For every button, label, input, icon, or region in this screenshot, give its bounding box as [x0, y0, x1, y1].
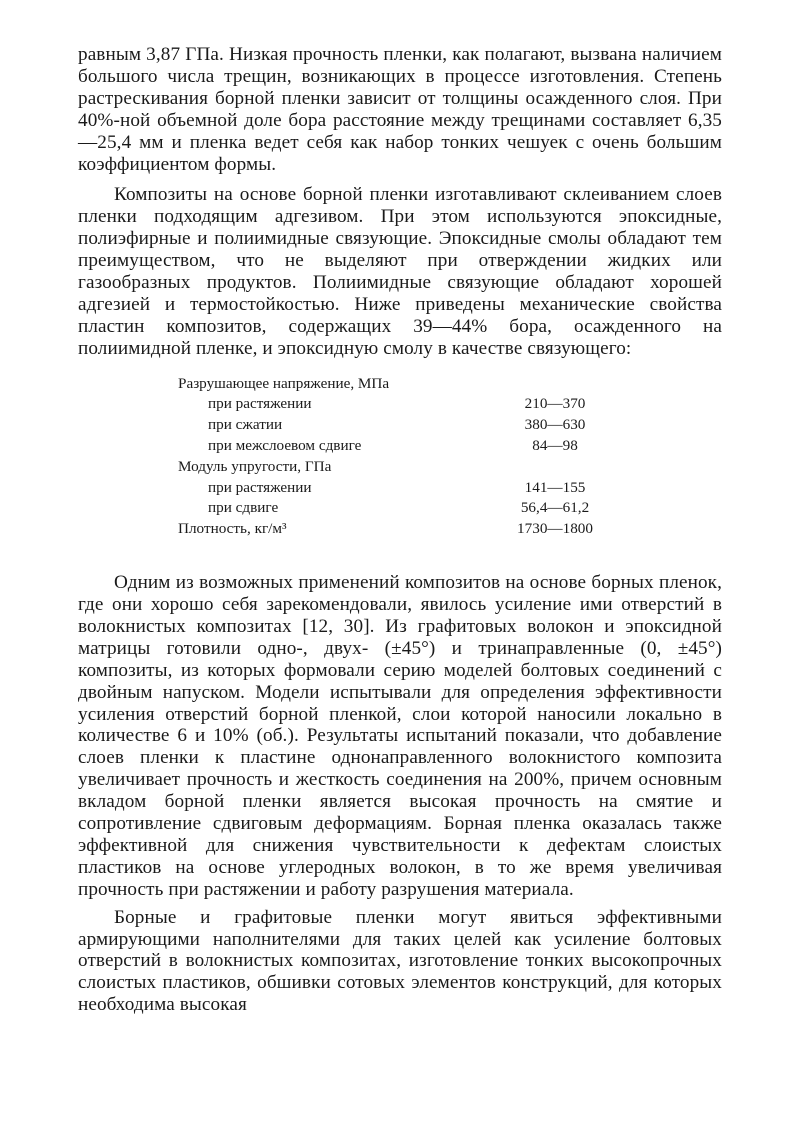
shear-label: при сдвиге [208, 499, 279, 517]
page-content [78, 44, 722, 1016]
table-row [178, 457, 610, 478]
paragraph-2: Композиты на основе борной пленки изготавливают склеиванием слоев пленки подходящим адгезивом. При этом используются эпоксидные, полиэфирные и полиимидные связующие. Эпоксидные смолы обладают тем преимуществом, что не выделяют при отверждении жидких или газообразных продуктов. Полиимидные связующие обладают хорошей адгезией и термостойкостью. Ниже приведены механические свойства пластин композитов, содержащих 39—44% бора, осажденного на полиимидной пленке, и эпоксидную смолу в качестве связующего: [78, 184, 722, 359]
table-row [178, 436, 610, 457]
paragraph-3: Одним из возможных применений композитов на основе борных пленок, где они хорошо себя зарекомендовали, явилось усиление ими отверстий в волокнистых композитах [12, 30]. Из графитовых волокон и эпоксидной матрицы готовили одно-, двух- (±45°) и тринаправленные (0, ±45°) композиты, из которых формовали серию моделей болтовых соединений с двойным напуском. Модели испытывали для определения эффективности усиления отверстий борной пленкой, слои которой наносили локально в количестве 6 и 10% (об.). Результаты испытаний показали, что добавление слоев пленки к пластине однонаправленного волокнистого композита увеличивает прочность и жесткость соединения на 200%, причем основным вкладом борной пленки является высокая прочность на смятие и сопротивление сдвиговым деформациям. Борная пленка оказалась также эффективной для снижения чувствительности к дефектам слоистых пластиков на основе углеродных волокон, в то же время увеличивая прочность при растяжении и работу разрушения материала. [78, 572, 722, 900]
stress-header: Разрушающее напряжение, МПа [178, 374, 390, 392]
tension-value: 210—370 [524, 395, 586, 413]
tension-label: при растяжении [208, 395, 312, 413]
shear-value: 56,4—61,2 [520, 499, 590, 517]
table-row [178, 394, 610, 415]
compression-value: 380—630 [524, 416, 586, 434]
interlaminar-value: 84—98 [532, 437, 578, 455]
table-row [178, 374, 610, 395]
density-label: Плотность, кг/м³ [178, 520, 287, 538]
table-row [178, 415, 610, 436]
paragraph-1: равным 3,87 ГПа. Низкая прочность пленки, как полагают, вызвана наличием большого числа трещин, возникающих в процессе изготовления. Степень растрескивания борной пленки зависит от толщины осажденного слоя. При 40%-ной объемной доле бора расстояние между трещинами составляет 6,35—25,4 мм и пленка ведет себя как набор тонких чешуек с очень большим коэффициентом формы. [78, 44, 722, 175]
paragraph-4: Борные и графитовые пленки могут явиться эффективными армирующими наполнителями для таких целей как усиление болтовых отверстий в волокнистых композитах, изготовление тонких высокопрочных слоистых пластиков, обшивки сотовых элементов конструкций, для которых необходима высокая [78, 906, 722, 1016]
table-row [178, 519, 610, 540]
density-value: 1730—1800 [517, 520, 593, 538]
table-row [178, 498, 610, 519]
properties-table [178, 374, 610, 540]
mod-tension-value: 141—155 [524, 478, 586, 496]
table-row [178, 478, 610, 499]
modulus-header: Модуль упругости, ГПа [178, 457, 332, 475]
compression-label: при сжатии [208, 416, 283, 434]
mod-tension-label: при растяжении [208, 478, 312, 496]
interlaminar-label: при межслоевом сдвиге [208, 437, 362, 455]
